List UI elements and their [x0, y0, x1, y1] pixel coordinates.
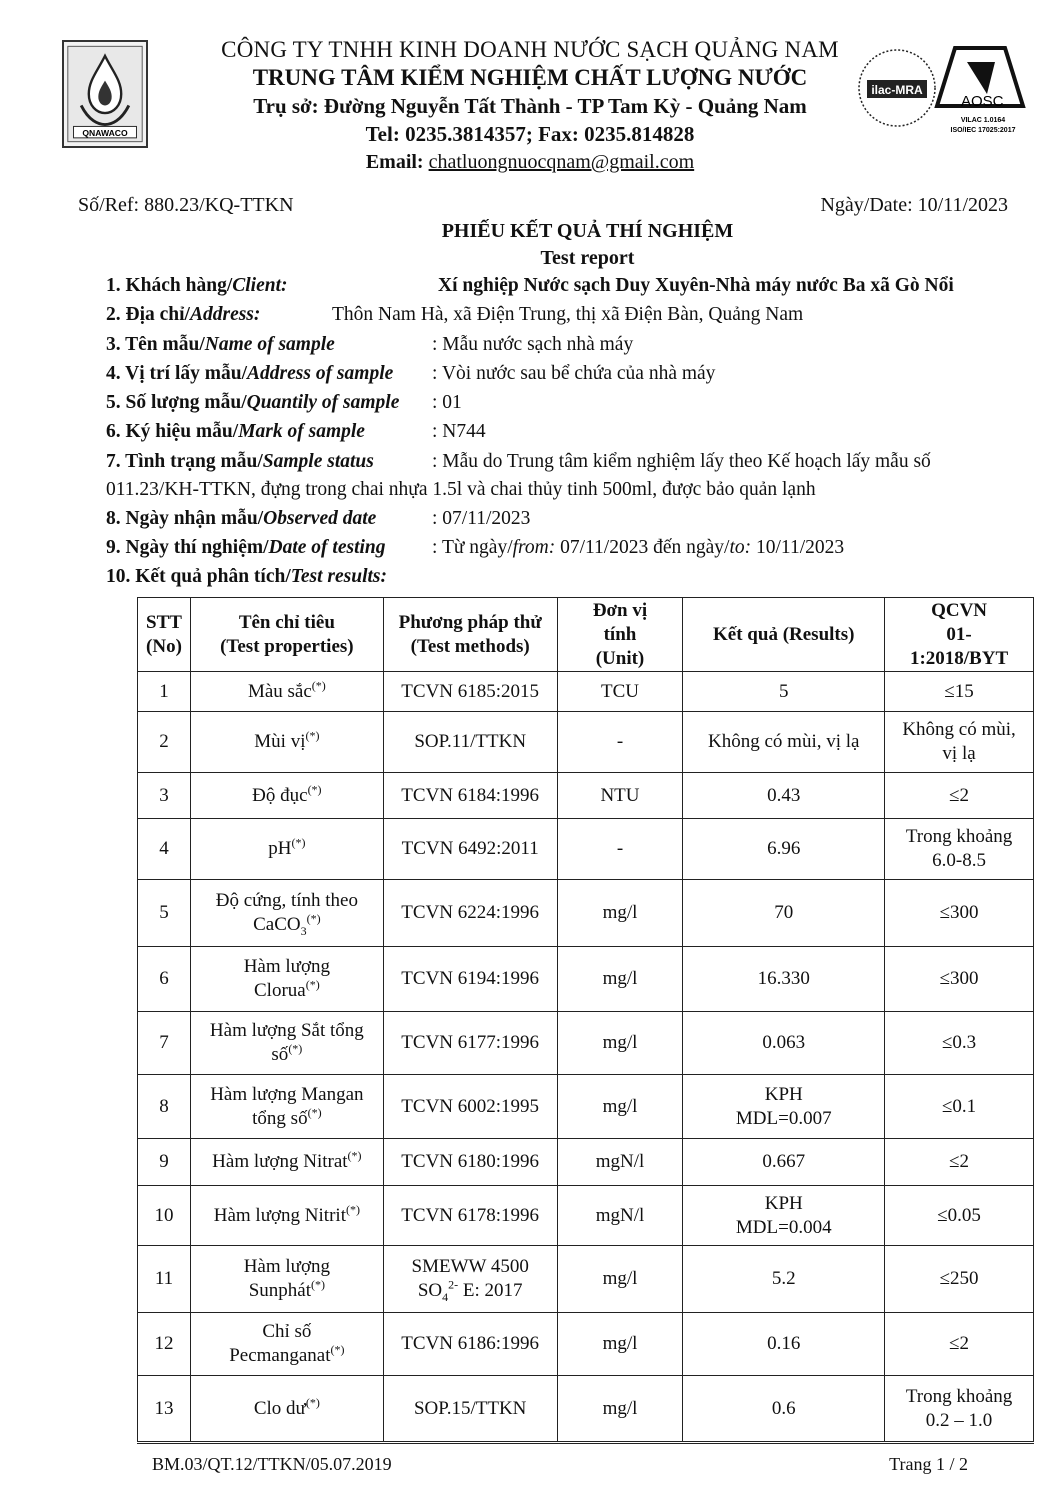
qnawaco-logo — [62, 40, 148, 148]
table-row: 8 Hàm lượng Mangan tổng số(*) TCVN 6002:1995 mg/l KPH MDL=0.007 ≤0.1 — [138, 1075, 1034, 1139]
sample-mark-value: : N744 — [432, 421, 486, 442]
table-row: 7 Hàm lượng Sắt tổng số(*) TCVN 6177:1996 mg/l 0.063 ≤0.3 — [138, 1012, 1034, 1075]
header-test-methods: Phương pháp thử (Test methods) — [383, 598, 557, 672]
sample-name-value: : Mẫu nước sạch nhà máy — [432, 334, 634, 355]
table-row: 11 Hàm lượng Sunphát(*) SMEWW 4500 $SO_4^{2-}$ E: 2017 mg/l 5.2 ≤250 — [138, 1246, 1034, 1313]
test-property: Hàm lượng Nitrit(*) — [190, 1186, 383, 1246]
testing-date-label: 9. Ngày thí nghiệm/Date of testing — [106, 537, 386, 558]
sample-location-label: 4. Vị trí lấy mẫu/Address of sample — [106, 363, 394, 384]
table-header-row — [138, 598, 1034, 672]
email-label: Email: — [365, 151, 424, 173]
sample-location-value: : Vòi nước sau bể chứa của nhà máy — [432, 363, 716, 384]
table-row: 5 Độ cứng, tính theo CaCO$_3$(*) TCVN 6224:1996 mg/l 70 ≤300 — [138, 880, 1034, 947]
accreditation-logos — [855, 42, 1030, 138]
header-block — [150, 36, 910, 176]
sample-status-value-1: : Mẫu do Trung tâm kiểm nghiệm lấy theo Kế hoạch lấy mẫu số — [432, 451, 931, 472]
test-property: Mùi vị(*) — [190, 712, 383, 773]
table-row: 2 Mùi vị(*) SOP.11/TTKN - Không có mùi, vị lạ Không có mùi, vị lạ — [138, 712, 1034, 773]
sample-status-label: 7. Tình trạng mẫu/Sample status — [106, 451, 374, 472]
water-drop-icon — [64, 42, 146, 146]
test-results-label: 10. Kết quả phân tích/Test results: — [106, 566, 388, 587]
table-row: 1 Màu sắc(*) TCVN 6185:2015 TCU 5 ≤15 — [138, 672, 1034, 712]
test-property: Độ đục(*) — [190, 773, 383, 819]
sample-quantity-label: 5. Số lượng mẫu/Quantily of sample — [106, 392, 400, 413]
header-stt: STT (No) — [138, 598, 191, 672]
test-property: Độ cứng, tính theo CaCO$_3$(*) — [190, 880, 383, 947]
table-row: 9 Hàm lượng Nitrat(*) TCVN 6180:1996 mgN/l 0.667 ≤2 — [138, 1139, 1034, 1186]
test-property: Màu sắc(*) — [190, 672, 383, 712]
svg-text:QNAWACO: QNAWACO — [82, 127, 128, 138]
svg-text:ilac-MRA: ilac-MRA — [871, 83, 923, 97]
test-property: Clo dư(*) — [190, 1376, 383, 1442]
header-test-properties: Tên chỉ tiêu (Test properties) — [190, 598, 383, 672]
report-subtitle: Test report — [540, 247, 635, 269]
test-property: Hàm lượng Nitrat(*) — [190, 1139, 383, 1186]
table-row: 10 Hàm lượng Nitrit(*) TCVN 6178:1996 mgN/l KPH MDL=0.004 ≤0.05 — [138, 1186, 1034, 1246]
address-label: 2. Địa chỉ/Address: — [106, 304, 261, 325]
observed-date-label: 8. Ngày nhận mẫu/Observed date — [106, 508, 377, 529]
footer-divider — [137, 1443, 1034, 1444]
header-results: Kết quả (Results) — [683, 598, 885, 672]
company-email-line — [150, 148, 910, 176]
test-property: pH(*) — [190, 819, 383, 880]
test-property: Chỉ số Pecmanganat(*) — [190, 1313, 383, 1376]
results-table — [137, 597, 1034, 1442]
email-link[interactable]: chatluongnuocqnam@gmail.com — [428, 151, 695, 173]
sample-name-label: 3. Tên mẫu/Name of sample — [106, 334, 335, 355]
center-name: TRUNG TÂM KIỂM NGHIỆM CHẤT LƯỢNG NƯỚC — [252, 65, 808, 90]
svg-text:ISO/IEC 17025:2017: ISO/IEC 17025:2017 — [950, 127, 1016, 134]
company-name: CÔNG TY TNHH KINH DOANH NƯỚC SẠCH QUẢNG NAM — [221, 37, 839, 62]
sample-quantity-value: : 01 — [432, 392, 462, 413]
table-row: 3 Độ đục(*) TCVN 6184:1996 NTU 0.43 ≤2 — [138, 773, 1034, 819]
ilac-mra-logo — [859, 50, 935, 126]
company-address: Trụ sở: Đường Nguyễn Tất Thành - TP Tam Kỳ - Quảng Nam — [253, 94, 807, 118]
svg-text:VILAC 1.0164: VILAC 1.0164 — [960, 117, 1006, 124]
test-property: Hàm lượng Mangan tổng số(*) — [190, 1075, 383, 1139]
report-title: PHIẾU KẾT QUẢ THÍ NGHIỆM — [441, 220, 734, 242]
test-property: Hàm lượng Clorua(*) — [190, 947, 383, 1012]
report-date: Ngày/Date: 10/11/2023 — [820, 194, 1008, 216]
table-row: 12 Chỉ số Pecmanganat(*) TCVN 6186:1996 mg/l 0.16 ≤2 — [138, 1313, 1034, 1376]
form-code: BM.03/QT.12/TTKN/05.07.2019 — [152, 1454, 392, 1474]
svg-text:AOSC: AOSC — [961, 93, 1004, 110]
aosc-logo — [937, 48, 1023, 134]
observed-date-value: : 07/11/2023 — [432, 508, 531, 529]
reference-number: Số/Ref: 880.23/KQ-TTKN — [78, 194, 294, 216]
company-phone: Tel: 0235.3814357; Fax: 0235.814828 — [365, 122, 695, 146]
table-row: 13 Clo dư(*) SOP.15/TTKN mg/l 0.6 Trong khoảng 0.2 – 1.0 — [138, 1376, 1034, 1442]
header-standard: QCVN 01- 1:2018/BYT — [885, 598, 1034, 672]
client-value: Xí nghiệp Nước sạch Duy Xuyên-Nhà máy nước Ba xã Gò Nổi — [438, 275, 954, 296]
table-row: 4 pH(*) TCVN 6492:2011 - 6.96 Trong khoảng 6.0-8.5 — [138, 819, 1034, 880]
table-row: 6 Hàm lượng Clorua(*) TCVN 6194:1996 mg/l 16.330 ≤300 — [138, 947, 1034, 1012]
address-value: Thôn Nam Hà, xã Điện Trung, thị xã Điện Bàn, Quảng Nam — [332, 304, 804, 325]
sample-mark-label: 6. Ký hiệu mẫu/Mark of sample — [106, 421, 365, 442]
test-property: Hàm lượng Sunphát(*) — [190, 1246, 383, 1313]
page-number: Trang 1 / 2 — [889, 1454, 968, 1474]
client-label: 1. Khách hàng/Client: — [106, 275, 288, 296]
header-unit: Đơn vị tính (Unit) — [557, 598, 683, 672]
test-property: Hàm lượng Sắt tổng số(*) — [190, 1012, 383, 1075]
testing-date-value: : Từ ngày/from: 07/11/2023 đến ngày/to: 10/11/2023 — [432, 537, 845, 558]
sample-status-value-2: 011.23/KH-TTKN, đựng trong chai nhựa 1.5l và chai thủy tinh 500ml, được bảo quản lạnh — [106, 479, 816, 500]
